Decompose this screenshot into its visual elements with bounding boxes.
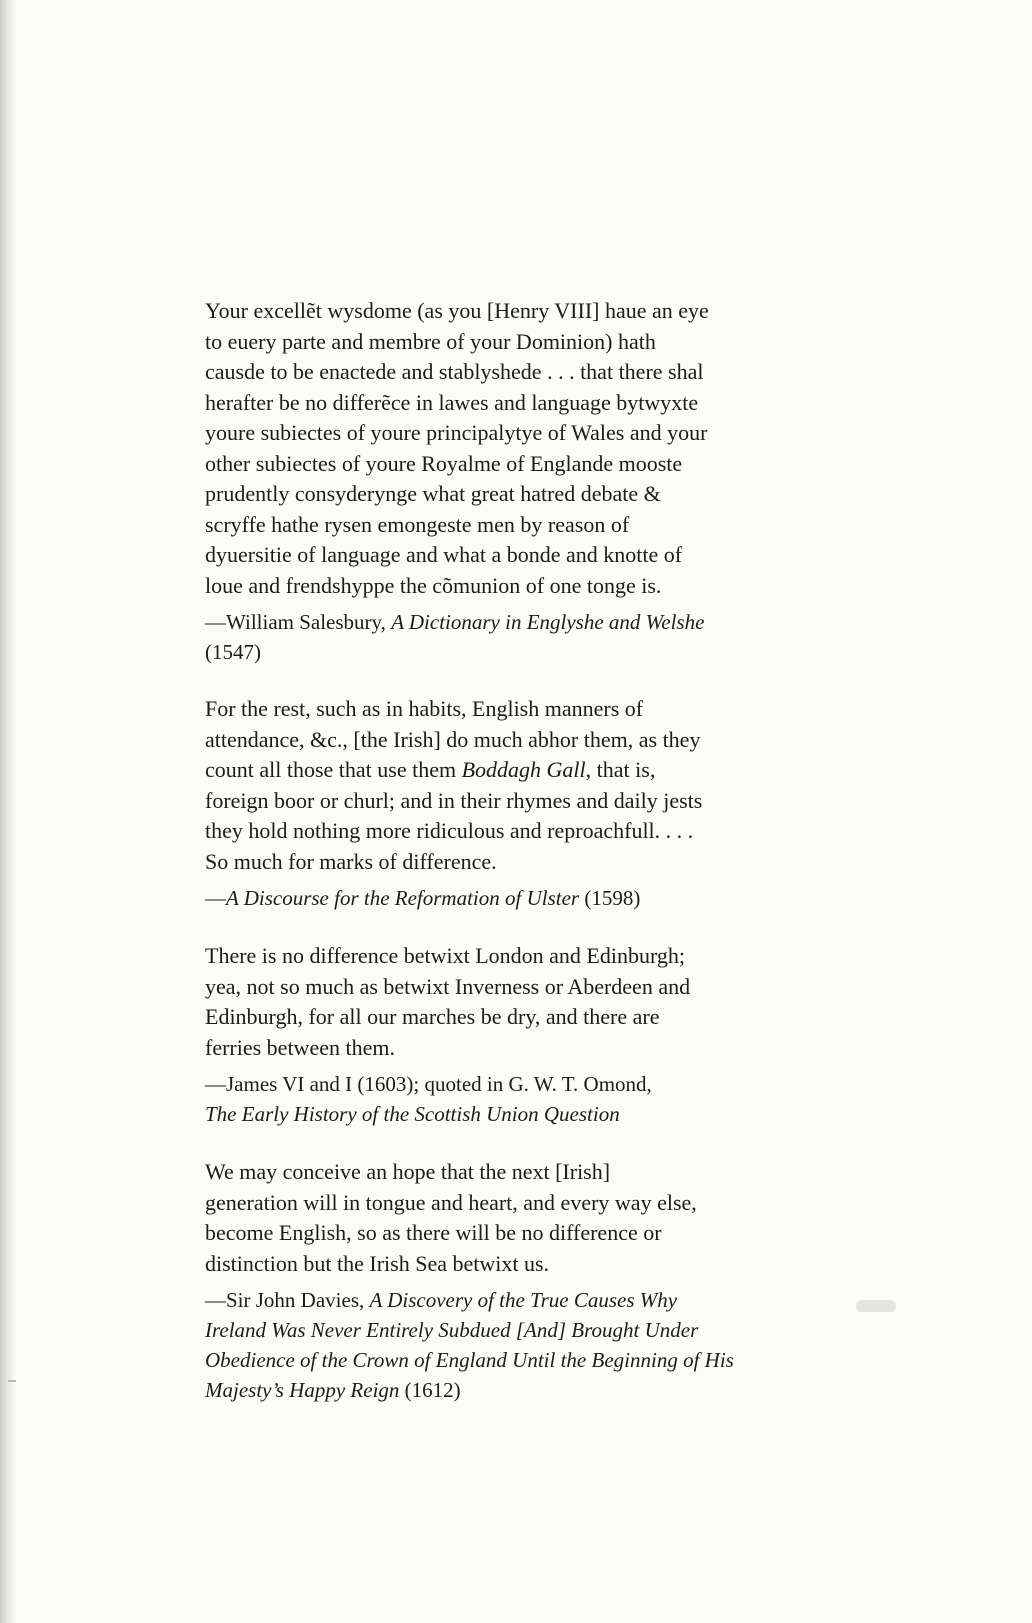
epigraph-block bbox=[205, 296, 805, 1405]
quote-line: to euery parte and membre of your Dominion) hath bbox=[205, 328, 656, 354]
quote-line: dyuersitie of language and what a bonde and knotte of bbox=[205, 542, 683, 567]
quote-text bbox=[205, 1157, 805, 1279]
attribution-work-title: Ireland Was Never Entirely Subdued [And] Brought Under bbox=[205, 1318, 699, 1342]
margin-mark bbox=[8, 1380, 16, 1382]
quote-line: Your excellẽt wysdome (as you [Henry VIII] haue an eye bbox=[205, 298, 709, 323]
quote-line: Edinburgh, for all our marches be dry, and there are bbox=[205, 1004, 660, 1029]
quote-line: count all those that use them Boddagh Gall, that is, bbox=[205, 757, 656, 782]
quote-line: they hold nothing more ridiculous and reproachfull. . . . bbox=[205, 818, 694, 843]
quote-line: We may conceive an hope that the next [Irish] bbox=[205, 1159, 611, 1184]
attribution-author: —William Salesbury, bbox=[205, 610, 392, 634]
attribution bbox=[205, 1285, 805, 1405]
attribution-work-title: A Discovery of the True Causes Why bbox=[369, 1288, 678, 1312]
quote-line: So much for marks of difference. bbox=[205, 848, 497, 874]
quote-text bbox=[205, 694, 805, 877]
attribution bbox=[205, 1069, 805, 1129]
attribution-dash: — bbox=[205, 886, 226, 910]
attribution-work-title: The Early History of the Scottish Union Question bbox=[205, 1102, 620, 1126]
quote-line: other subiectes of youre Royalme of Englande mooste bbox=[205, 450, 683, 476]
quote-line: generation will in tongue and heart, and every way else, bbox=[205, 1189, 697, 1215]
attribution-year: (1547) bbox=[205, 640, 261, 664]
paper-smudge bbox=[856, 1300, 896, 1312]
quote-line: loue and frendshyppe the cõmunion of one tonge is. bbox=[205, 572, 662, 598]
epigraph-ulster-discourse bbox=[205, 694, 805, 913]
quote-line: There is no difference betwixt London and Edinburgh; bbox=[205, 943, 686, 968]
attribution bbox=[205, 883, 805, 913]
attribution-author: —James VI and I (1603); quoted in G. W. T. Omond, bbox=[205, 1072, 652, 1096]
quote-line: causde to be enactede and stablyshede . . . that there shal bbox=[205, 359, 704, 384]
attribution-year: (1598) bbox=[579, 886, 641, 910]
quote-line: become English, so as there will be no difference or bbox=[205, 1220, 662, 1245]
attribution-work-title: Majesty’s Happy Reign bbox=[205, 1378, 400, 1402]
attribution-work-title: A Discourse for the Reformation of Ulster bbox=[226, 886, 580, 910]
quote-line: herafter be no differẽce in lawes and language bytwyxte bbox=[205, 389, 699, 415]
quote-line: attendance, &c., [the Irish] do much abhor them, as they bbox=[205, 726, 701, 752]
epigraph-james bbox=[205, 941, 805, 1129]
quote-line: scryffe hathe rysen emongeste men by reason of bbox=[205, 511, 630, 537]
quote-text bbox=[205, 941, 805, 1063]
epigraph-davies bbox=[205, 1157, 805, 1405]
quote-line: foreign boor or churl; and in their rhymes and daily jests bbox=[205, 787, 703, 813]
attribution bbox=[205, 607, 805, 667]
italic-term: Boddagh Gall bbox=[461, 757, 586, 782]
attribution-author: —Sir John Davies, bbox=[205, 1288, 370, 1312]
epigraph-salesbury bbox=[205, 296, 805, 667]
quote-text bbox=[205, 296, 805, 601]
quote-line: For the rest, such as in habits, English manners of bbox=[205, 696, 644, 721]
quote-line: yea, not so much as betwixt Inverness or Aberdeen and bbox=[205, 973, 691, 999]
quote-line: youre subiectes of youre principalytye of Wales and your bbox=[205, 420, 708, 445]
quote-line: prudently consyderynge what great hatred debate & bbox=[205, 481, 661, 506]
quote-line: ferries between them. bbox=[205, 1034, 395, 1060]
quote-line: distinction but the Irish Sea betwixt us. bbox=[205, 1250, 550, 1276]
attribution-work-title: Obedience of the Crown of England Until the Beginning of His bbox=[205, 1348, 734, 1372]
attribution-work-title: A Dictionary in Englyshe and Welshe bbox=[391, 610, 705, 634]
attribution-year: (1612) bbox=[399, 1378, 461, 1402]
